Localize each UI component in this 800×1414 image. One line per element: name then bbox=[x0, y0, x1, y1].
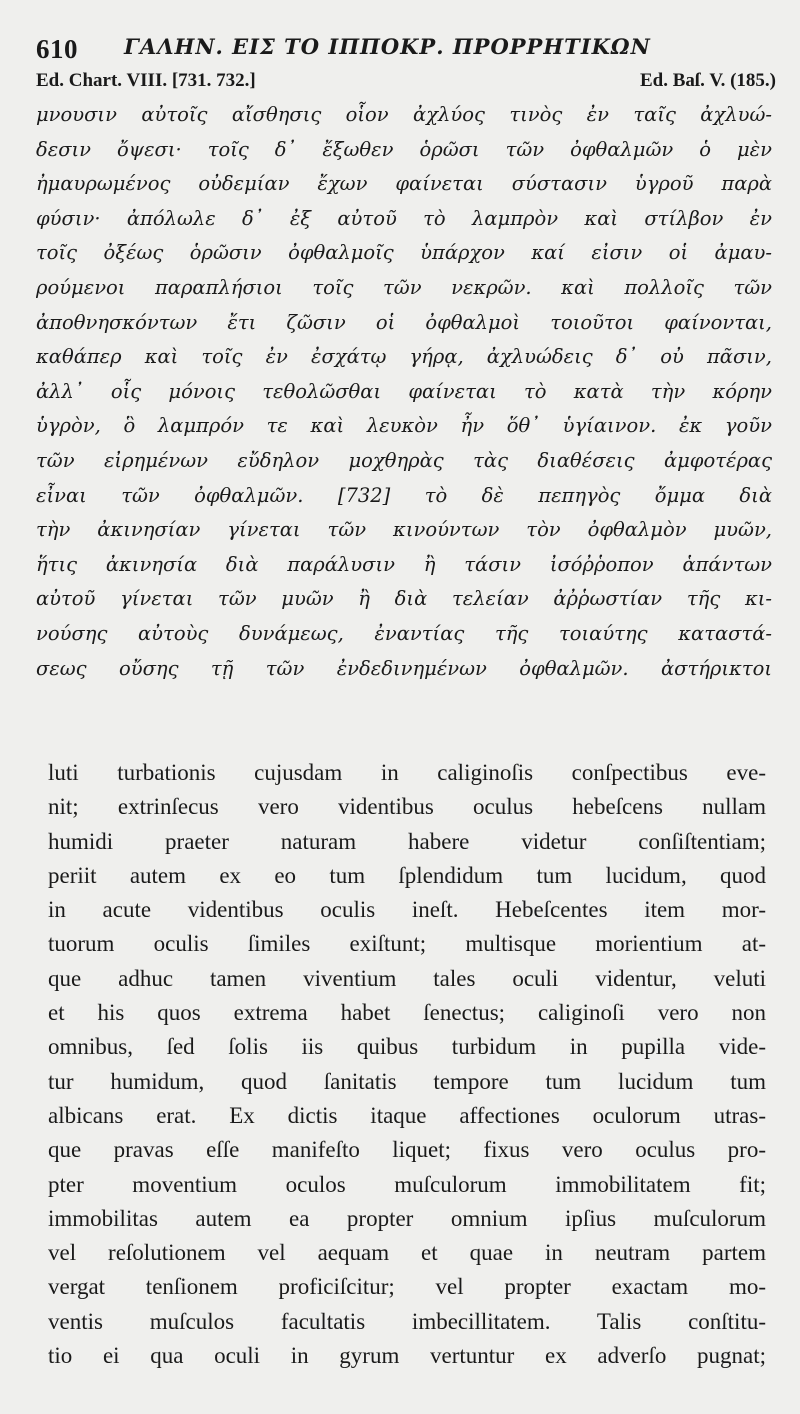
latin-text-line: et his quos extrema habet ſenectus; caliginoſi vero non bbox=[48, 1000, 766, 1026]
edition-chart-reference: Ed. Chart. VIII. [731. 732.] bbox=[36, 70, 256, 91]
latin-text-line: omnibus, ſed ſolis iis quibus turbidum in pupilla vide- bbox=[48, 1034, 766, 1060]
latin-text-line: que adhuc tamen viventium tales oculi videntur, veluti bbox=[48, 965, 766, 991]
latin-text-line: immobilitas autem ea propter omnium ipſius muſculorum bbox=[48, 1205, 766, 1231]
latin-text-line: periit autem ex eo tum ſplendidum tum lucidum, quod bbox=[48, 862, 766, 888]
page-header bbox=[36, 30, 776, 70]
latin-text-line: ventis muſculos facultatis imbecillitatem. Talis conſtitu- bbox=[48, 1308, 766, 1334]
latin-text-line: in acute videntibus oculis ineſt. Hebeſcentes item mor- bbox=[48, 897, 766, 923]
greek-text-line: ἠμαυρωμένος οὐδεμίαν ἔχων φαίνεται σύστασιν ὑγροῦ παρὰ bbox=[36, 172, 772, 196]
latin-text-line: pter moventium oculos muſculorum immobilitatem fit; bbox=[48, 1171, 766, 1197]
latin-text-block bbox=[48, 756, 766, 1373]
edition-basel-reference: Ed. Baſ. V. (185.) bbox=[639, 70, 776, 91]
greek-text-line: ρούμενοι παραπλήσιοι τοῖς τῶν νεκρῶν. καὶ πολλοῖς τῶν bbox=[36, 275, 772, 299]
greek-text-line: σεως οὔσης τῇ τῶν ἐνδεδινημένων ὀφθαλμῶν. ἀστήρικτοι bbox=[36, 656, 772, 680]
latin-text-line: tio ei qua oculi in gyrum vertuntur ex adverſo pugnat; bbox=[48, 1343, 766, 1369]
greek-text-line: ἀποθνησκόντων ἔτι ζῶσιν οἱ ὀφθαλμοὶ τοιοῦτοι φαίνονται, bbox=[36, 310, 772, 334]
greek-text-line: καθάπερ καὶ τοῖς ἐν ἐσχάτῳ γήρᾳ, ἀχλυώδεις δ᾽ οὐ πᾶσιν, bbox=[36, 345, 772, 369]
greek-text-line: εἶναι τῶν ὀφθαλμῶν. [732] τὸ δὲ πεπηγὸς ὄμμα διὰ bbox=[36, 483, 772, 507]
latin-text-line: nit; extrinſecus vero videntibus oculus hebeſcens nullam bbox=[48, 794, 766, 820]
greek-text-block bbox=[36, 98, 772, 686]
latin-text-line: vergat tenſionem proficiſcitur; vel propter exactam mo- bbox=[48, 1274, 766, 1300]
greek-text-line: ἥτις ἀκινησία διὰ παράλυσιν ἢ τάσιν ἰσόῤῥοπον ἁπάντων bbox=[36, 552, 772, 576]
greek-text-line: αὐτοῦ γίνεται τῶν μυῶν ἢ διὰ τελείαν ἀῤῥωστίαν τῆς κι- bbox=[36, 587, 772, 611]
greek-text-line: τῶν εἰρημένων εὔδηλον μοχθηρὰς τὰς διαθέσεις ἀμφοτέρας bbox=[36, 448, 772, 472]
greek-text-line: ὑγρὸν, ὃ λαμπρόν τε καὶ λευκὸν ἦν ὅθ᾽ ὑγίαινον. ἐκ γοῦν bbox=[36, 414, 772, 438]
latin-text-line: tur humidum, quod ſanitatis tempore tum lucidum tum bbox=[48, 1068, 766, 1094]
latin-text-line: luti turbationis cujusdam in caliginoſis conſpectibus eve- bbox=[48, 760, 766, 785]
greek-text-line: τοῖς ὀξέως ὁρῶσιν ὀφθαλμοῖς ὑπάρχον καί εἰσιν οἱ ἀμαυ- bbox=[36, 241, 772, 265]
greek-text-line: μνουσιν αὐτοῖς αἴσθησις οἷον ἀχλύος τινὸς ἐν ταῖς ἀχλυώ- bbox=[36, 103, 772, 126]
latin-text-line: vel reſolutionem vel aequam et quae in neutram partem bbox=[48, 1240, 766, 1266]
latin-text-line: que pravas eſſe manifeſto liquet; fixus vero oculus pro- bbox=[48, 1137, 766, 1163]
edition-reference-line bbox=[36, 70, 776, 96]
running-title: ΓΑΛΗΝ. ΕΙΣ ΤΟ ΙΠΠΟΚΡ. ΠΡΟΡΡΗΤΙΚΩΝ bbox=[124, 34, 651, 59]
greek-text-line: τὴν ἀκινησίαν γίνεται τῶν κινούντων τὸν ὀφθαλμὸν μυῶν, bbox=[36, 518, 772, 542]
greek-text-line: νούσης αὐτοὺς δυνάμεως, ἐναντίας τῆς τοιαύτης καταστά- bbox=[36, 621, 772, 645]
latin-text-line: tuorum oculis ſimiles exiſtunt; multisque morientium at- bbox=[48, 931, 766, 957]
greek-text-line: δεσιν ὄψεσι· τοῖς δ᾽ ἔξωθεν ὁρῶσι τῶν ὀφθαλμῶν ὁ μὲν bbox=[36, 137, 772, 161]
page-number: 610 bbox=[36, 34, 78, 64]
greek-text-line: ἀλλ᾽ οἷς μόνοις τεθολῶσθαι φαίνεται τὸ κατὰ τὴν κόρην bbox=[36, 379, 772, 403]
latin-text-line: humidi praeter naturam habere videtur conſiſtentiam; bbox=[48, 828, 766, 854]
greek-text-line: φύσιν· ἀπόλωλε δ᾽ ἐξ αὐτοῦ τὸ λαμπρὸν καὶ στίλβον ἐν bbox=[36, 206, 772, 230]
latin-text-line: albicans erat. Ex dictis itaque affectiones oculorum utras- bbox=[48, 1102, 766, 1128]
